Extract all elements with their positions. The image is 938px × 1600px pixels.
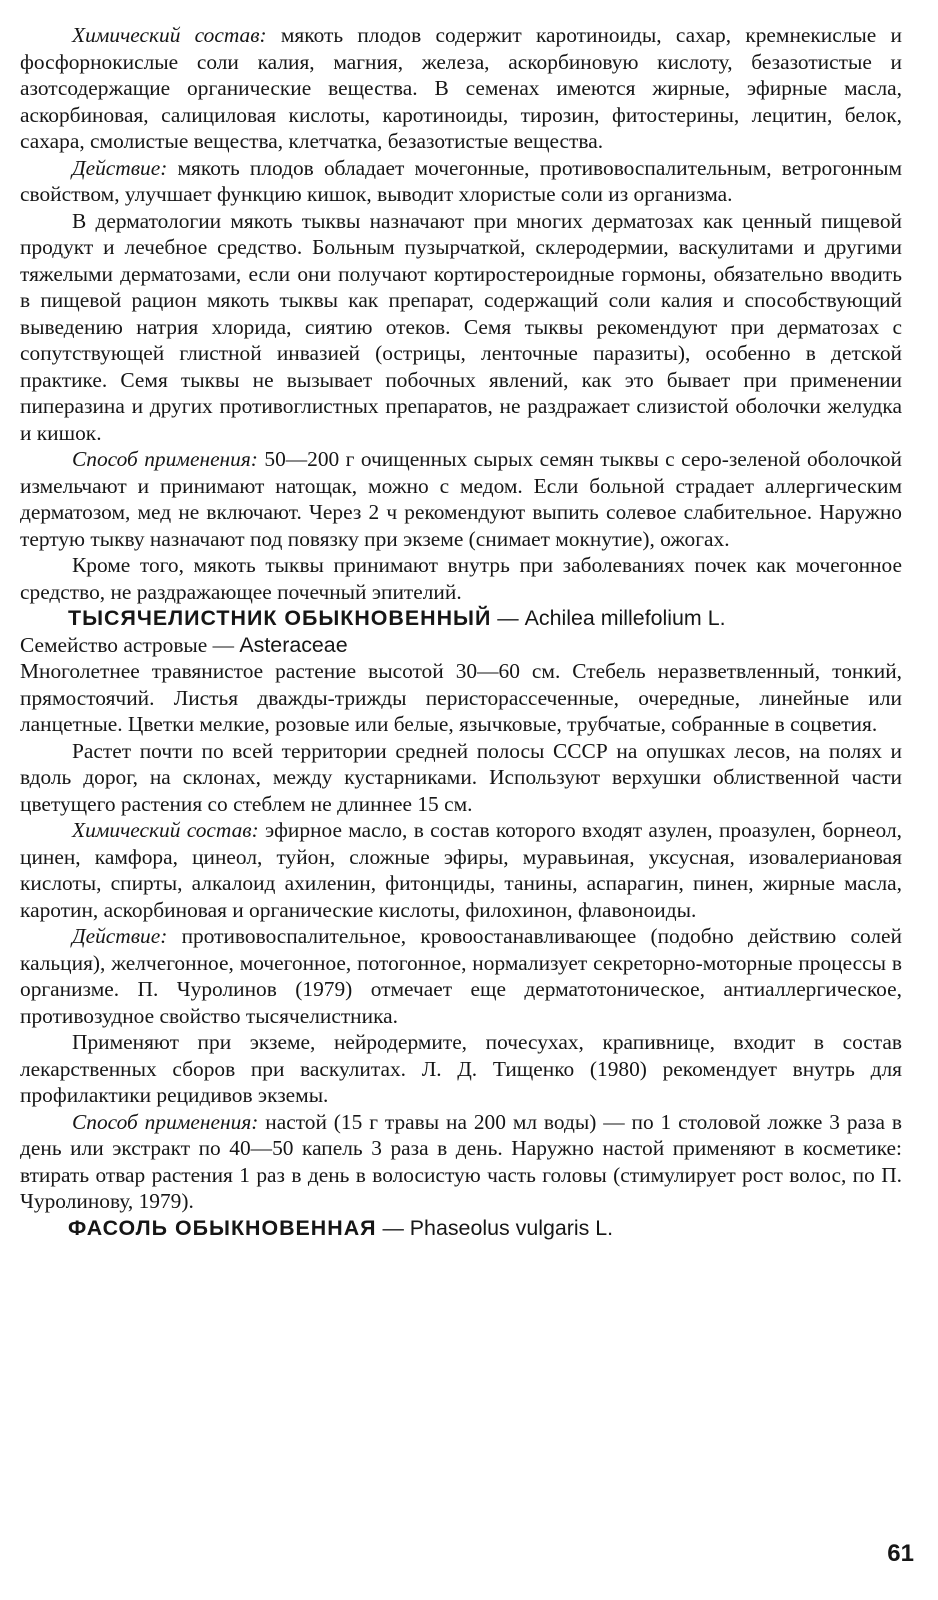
page-text: [20, 22, 902, 1241]
paragraph: [20, 738, 902, 818]
paragraph-text: Применяют при экземе, нейродермите, почесухах, крапивнице, входит в состав лекарственных сборов при васкулитах. Л. Д. Тищенко (1980) рекомендует внутрь для профилактики рецидивов экземы.: [20, 1030, 902, 1107]
paragraph: [20, 923, 902, 1029]
plant-latin-name: — Phaseolus vulgaris L.: [376, 1215, 614, 1240]
paragraph-text: Кроме того, мякоть тыквы принимают внутрь при заболеваниях почек как мочегонное средство, не раздражающее почечный эпителий.: [20, 553, 902, 604]
paragraph-text: В дерматологии мякоть тыквы назначают при многих дерматозах как ценный пищевой продукт и лечебное средство. Больным пузырчаткой, склеродермии, васкулитами и другими тяжелыми дерматозами, если они получают кортиростероидные гормоны, обязательно вводить в пищевой рацион мякоть тыквы как препарат, содержащий соли калия и способствующий выведению натрия хлорида, сиятию отеков. Семя тыквы рекомендуют при дерматозах с сопутствующей глистной инвазией (острицы, ленточные паразиты), особенно в детской практике. Семя тыквы не вызывает побочных явлений, как это бывает при применении пиперазина и других противоглистных препаратов, не раздражает слизистой оболочки желудка и кишок.: [20, 208, 902, 445]
section-label: Действие:: [72, 924, 168, 948]
paragraph-text: противовоспалительное, кровоостанавливающее (подобно действию солей кальция), желчегонное, мочегонное, потогонное, нормализует секреторно-моторные процессы в организме. П. Чуролинов (1979) отмечает еще дерматотоническое, антиаллергическое, противозудное свойство тысячелистника.: [20, 924, 902, 1028]
section-label: Химический состав:: [72, 818, 259, 842]
paragraph: [20, 817, 902, 923]
paragraph-text: эфирное масло, в состав которого входят азулен, проазулен, борнеол, цинен, камфора, цинеол, туйон, сложные эфиры, муравьиная, уксусная, изовалериановая кислоты, спирты, алкалоид ахиленин, фитонциды, танины, аспарагин, пинен, жирные масла, каротин, аскорбиновая и органические кислоты, филохинон, флавоноиды.: [20, 818, 902, 922]
plant-name: ТЫСЯЧЕЛИСТНИК ОБЫКНОВЕННЫЙ: [68, 606, 492, 630]
plant-family: [20, 632, 902, 659]
page-number: 61: [887, 1540, 914, 1567]
section-label: Способ применения:: [72, 447, 258, 471]
paragraph: [20, 208, 902, 447]
plant-name: ФАСОЛЬ ОБЫКНОВЕННАЯ: [68, 1215, 377, 1240]
plant-heading: [20, 605, 902, 632]
paragraph-text: мякоть плодов обладает мочегонные, противовоспалительным, ветрогонным свойством, улучшает функцию кишок, выводит хлористые соли из организма.: [20, 155, 902, 206]
family-latin-name: Asteraceae: [239, 632, 348, 657]
paragraph: [20, 1109, 902, 1215]
paragraph: [20, 22, 902, 155]
paragraph-text: настой (15 г травы на 200 мл воды) — по 1 столовой ложке 3 раза в день или экстракт по 40—50 капель 3 раза в день. Наружно настой применяют в косметике: втирать отвар растения 1 раз в день в волосистую часть головы (стимулирует рост волос, по П. Чуролинову, 1979).: [20, 1109, 902, 1213]
paragraph: [20, 1029, 902, 1109]
section-label: Способ применения:: [72, 1109, 259, 1134]
plant-latin-name: — Achilea millefolium L.: [491, 606, 726, 630]
section-label: Химический состав:: [72, 23, 267, 47]
paragraph-text: Многолетнее травянистое растение высотой 30—60 см. Стебель неразветвленный, тонкий, прямостоячий. Листья дважды-трижды перисторассеченные, очередные, линейные или ланцетные. Цветки мелкие, розовые или белые, язычковые, трубчатые, собранные в соцветия.: [20, 659, 902, 736]
plant-heading: [20, 1215, 902, 1242]
section-label: Действие:: [72, 155, 168, 180]
paragraph: [20, 155, 902, 208]
paragraph-text: мякоть плодов содержит каротиноиды, сахар, кремнекислые и фосфорнокислые соли калия, магния, железа, аскорбиновую кислоту, безазотистые и азотсодержащие органические вещества. В семенах имеются жирные, эфирные масла, аскорбиновая, салициловая кислоты, каротиноиды, тирозин, фитостерины, лецитин, белок, сахара, смолистые вещества, клетчатка, безазотистые вещества.: [20, 23, 902, 153]
paragraph: [20, 552, 902, 605]
paragraph: [20, 658, 902, 738]
paragraph: [20, 446, 902, 552]
paragraph-text: Растет почти по всей территории средней полосы СССР на опушках лесов, на полях и вдоль дорог, на склонах, между кустарниками. Используют верхушки облиственной части цветущего растения со стеблем не длиннее 15 см.: [20, 738, 902, 816]
family-text: Семейство астровые —: [20, 632, 240, 657]
paragraph-text: 50—200 г очищенных сырых семян тыквы с серо-зеленой оболочкой измельчают и принимают натощак, можно с медом. Если больной страдает аллергическим дерматозом, мед не включают. Через 2 ч рекомендуют выпить солевое слабительное. Наружно тертую тыкву назначают под повязку при экземе (снимает мокнутие), ожогах.: [20, 447, 902, 551]
